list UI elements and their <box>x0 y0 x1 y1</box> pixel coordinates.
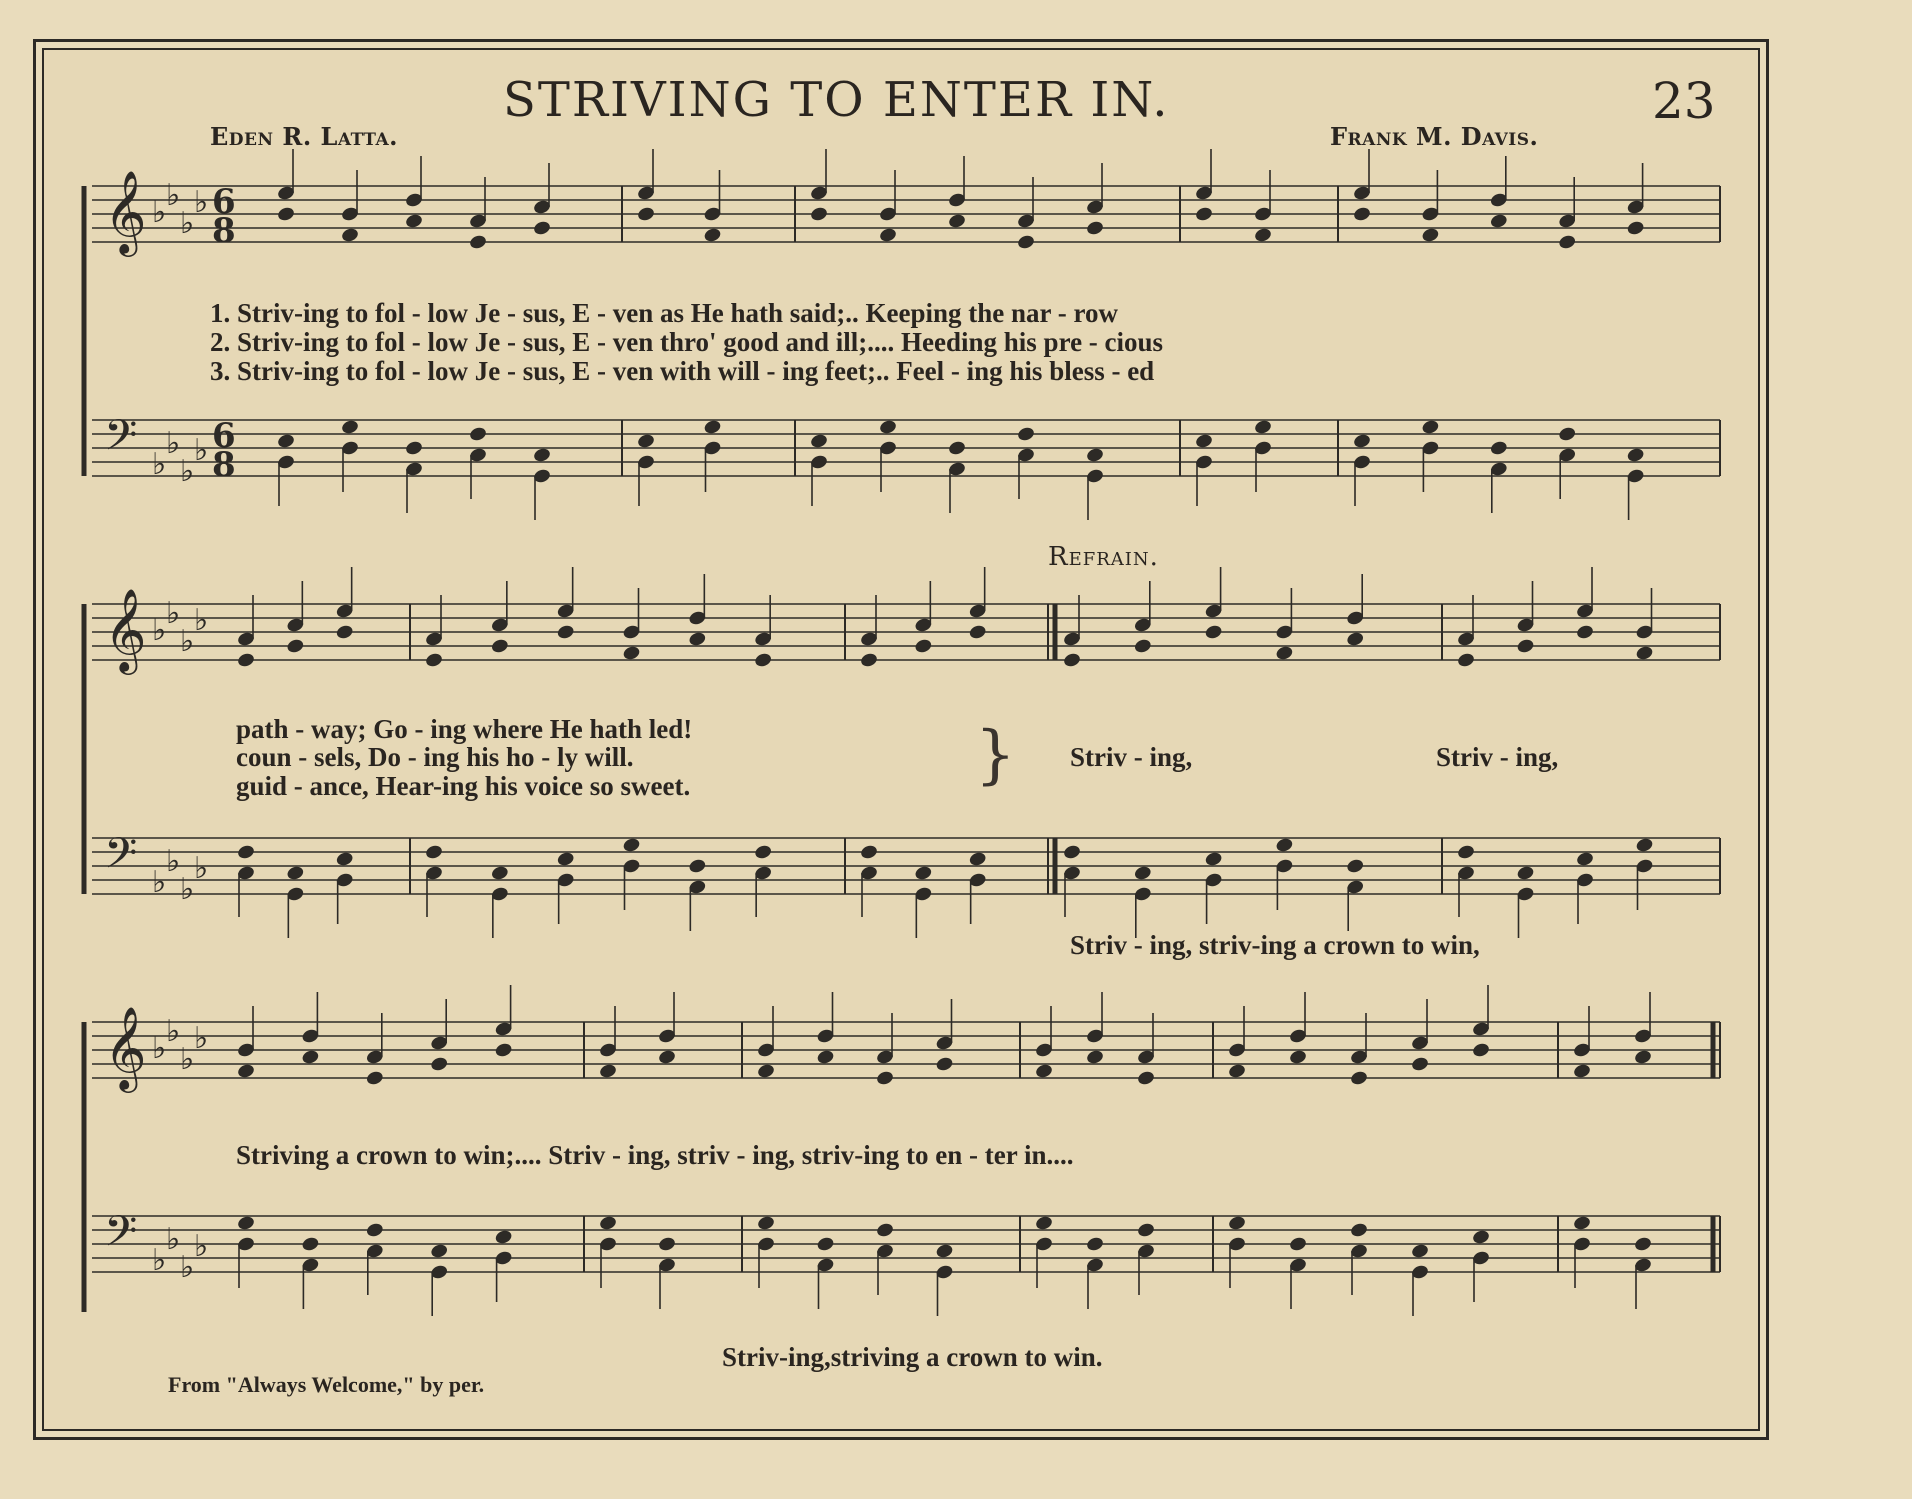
flat-sign: ♭ <box>166 596 181 631</box>
flat-sign: ♭ <box>152 195 167 230</box>
flat-sign: ♭ <box>152 865 167 900</box>
notehead <box>878 419 897 436</box>
notehead <box>1133 865 1152 882</box>
refrain-striving-2: Striv - ing, <box>1436 742 1559 772</box>
notehead <box>1085 220 1104 237</box>
time-signature-top: 6 <box>212 182 236 222</box>
source-note: From "Always Welcome," by per. <box>168 1372 485 1397</box>
notehead <box>1572 1063 1591 1080</box>
flat-sign: ♭ <box>194 185 209 220</box>
notehead <box>236 652 255 669</box>
notehead <box>968 624 987 641</box>
notehead <box>1253 227 1272 244</box>
notehead <box>1275 837 1294 854</box>
notehead <box>286 638 305 655</box>
song-title: STRIVING TO ENTER IN. <box>503 72 1170 128</box>
flat-sign: ♭ <box>152 1031 167 1066</box>
notehead <box>1346 858 1365 875</box>
verse-2-line-1: 2. Striv-ing to fol - low Je - sus, E - ven thro' good and ill;.... Heeding his pre - cious <box>210 327 1164 357</box>
lyricist-credit: Eden R. Latta. <box>210 122 398 151</box>
notehead <box>532 447 551 464</box>
notehead <box>424 652 443 669</box>
notehead <box>1456 652 1475 669</box>
flat-sign: ♭ <box>166 1222 181 1257</box>
notehead <box>875 1222 894 1239</box>
notehead <box>1352 206 1371 223</box>
notehead <box>468 234 487 251</box>
notehead <box>1085 1049 1104 1066</box>
verse-3-line-2: guid - ance, Hear-ing his voice so sweet. <box>236 771 691 801</box>
notehead <box>816 1049 835 1066</box>
notehead <box>703 227 722 244</box>
notehead <box>754 652 773 669</box>
flat-sign: ♭ <box>194 1229 209 1264</box>
refrain-lyric-line-3: Striving a crown to win;.... Striv - ing, striv - ing, striv-ing to en - ter in.... <box>236 1140 1074 1170</box>
notehead <box>598 1215 617 1232</box>
verse-1-line-2: path - way; Go - ing where He hath led! <box>236 714 693 744</box>
notehead <box>1227 1063 1246 1080</box>
flat-sign: ♭ <box>180 872 195 907</box>
notehead <box>598 1063 617 1080</box>
bass-clef: 𝄢 <box>104 829 138 889</box>
notehead <box>1410 1243 1429 1260</box>
notehead <box>688 631 707 648</box>
flat-sign: ♭ <box>152 447 167 482</box>
notehead <box>1456 844 1475 861</box>
notehead <box>809 206 828 223</box>
flat-sign: ♭ <box>194 851 209 886</box>
refrain-bass-lyric-2: Striv-ing,striving a crown to win. <box>722 1342 1103 1372</box>
notehead <box>1626 220 1645 237</box>
notehead <box>1489 213 1508 230</box>
notehead <box>914 638 933 655</box>
refrain-label: Refrain. <box>1048 542 1159 572</box>
notehead <box>430 1056 449 1073</box>
notehead <box>494 1042 513 1059</box>
time-signature-bottom: 8 <box>212 211 236 251</box>
flat-sign: ♭ <box>180 1250 195 1285</box>
notehead <box>703 419 722 436</box>
notehead <box>1489 440 1508 457</box>
notehead <box>1471 1229 1490 1246</box>
composer-credit: Frank M. Davis. <box>1330 122 1539 151</box>
notehead <box>1034 1063 1053 1080</box>
verse-2-line-2: coun - sels, Do - ing his ho - ly will. <box>236 742 634 772</box>
flat-sign: ♭ <box>166 426 181 461</box>
notehead <box>1558 426 1577 443</box>
notehead <box>1016 234 1035 251</box>
flat-sign: ♭ <box>194 433 209 468</box>
notehead <box>1421 419 1440 436</box>
notehead <box>636 433 655 450</box>
notehead <box>1136 1222 1155 1239</box>
verse-brace: } <box>975 718 1016 792</box>
notehead <box>754 844 773 861</box>
notehead <box>622 837 641 854</box>
notehead <box>1133 638 1152 655</box>
notehead <box>657 1049 676 1066</box>
notehead <box>1204 624 1223 641</box>
notehead <box>935 1056 954 1073</box>
notehead <box>1253 419 1272 436</box>
notehead <box>1136 1070 1155 1087</box>
notehead <box>1516 865 1535 882</box>
notehead <box>335 851 354 868</box>
notehead <box>1633 1049 1652 1066</box>
notehead <box>756 1063 775 1080</box>
refrain-bass-lyric-1: Striv - ing, striv-ing a crown to win, <box>1070 930 1480 960</box>
notehead <box>335 624 354 641</box>
notehead <box>468 426 487 443</box>
refrain-striving-1: Striv - ing, <box>1070 742 1193 772</box>
notehead <box>1633 1236 1652 1253</box>
notehead <box>1626 447 1645 464</box>
notehead <box>556 624 575 641</box>
notehead <box>1572 1215 1591 1232</box>
notehead <box>809 433 828 450</box>
notehead <box>1575 851 1594 868</box>
notehead <box>494 1229 513 1246</box>
notehead <box>1635 837 1654 854</box>
notehead <box>1346 631 1365 648</box>
bass-clef: 𝄢 <box>104 411 138 471</box>
flat-sign: ♭ <box>194 1021 209 1056</box>
flat-sign: ♭ <box>180 624 195 659</box>
treble-clef: 𝄞 <box>104 587 147 671</box>
treble-clef: 𝄞 <box>104 169 147 253</box>
notehead <box>1421 227 1440 244</box>
flat-sign: ♭ <box>194 603 209 638</box>
notehead <box>1227 1215 1246 1232</box>
notehead <box>947 440 966 457</box>
notehead <box>365 1222 384 1239</box>
treble-clef: 𝄞 <box>104 1005 147 1089</box>
notehead <box>236 844 255 861</box>
notehead <box>1288 1236 1307 1253</box>
notehead <box>859 652 878 669</box>
notehead <box>556 851 575 868</box>
notehead <box>424 844 443 861</box>
notehead <box>1352 433 1371 450</box>
notehead <box>1062 652 1081 669</box>
notehead <box>1575 624 1594 641</box>
notehead <box>947 213 966 230</box>
notehead <box>490 865 509 882</box>
notehead <box>1085 1236 1104 1253</box>
notehead <box>1349 1222 1368 1239</box>
notehead <box>688 858 707 875</box>
notehead <box>276 206 295 223</box>
time-signature-top: 6 <box>212 416 236 456</box>
notehead <box>1204 851 1223 868</box>
notehead <box>301 1049 320 1066</box>
notehead <box>859 844 878 861</box>
notehead <box>935 1243 954 1260</box>
page-number: 23 <box>1652 72 1716 130</box>
notehead <box>365 1070 384 1087</box>
notehead <box>1558 234 1577 251</box>
flat-sign: ♭ <box>152 613 167 648</box>
notehead <box>1516 638 1535 655</box>
notehead <box>636 206 655 223</box>
verse-3-line-1: 3. Striv-ing to fol - low Je - sus, E - ven with will - ing feet;.. Feel - ing his bless - ed <box>210 356 1155 386</box>
notehead <box>1062 844 1081 861</box>
notehead <box>1085 447 1104 464</box>
notehead <box>622 645 641 662</box>
notehead <box>1194 206 1213 223</box>
notehead <box>532 220 551 237</box>
notehead <box>875 1070 894 1087</box>
bass-clef: 𝄢 <box>104 1207 138 1267</box>
notehead <box>968 851 987 868</box>
flat-sign: ♭ <box>180 206 195 241</box>
flat-sign: ♭ <box>166 844 181 879</box>
notehead <box>1471 1042 1490 1059</box>
notehead <box>236 1063 255 1080</box>
flat-sign: ♭ <box>152 1243 167 1278</box>
notehead <box>816 1236 835 1253</box>
flat-sign: ♭ <box>180 454 195 489</box>
notehead <box>878 227 897 244</box>
notehead <box>301 1236 320 1253</box>
notehead <box>1349 1070 1368 1087</box>
notehead <box>1275 645 1294 662</box>
notehead <box>1635 645 1654 662</box>
notehead <box>430 1243 449 1260</box>
notehead <box>1016 426 1035 443</box>
flat-sign: ♭ <box>166 1014 181 1049</box>
notehead <box>340 419 359 436</box>
notehead <box>404 213 423 230</box>
notehead <box>914 865 933 882</box>
notehead <box>756 1215 775 1232</box>
flat-sign: ♭ <box>180 1042 195 1077</box>
notehead <box>657 1236 676 1253</box>
notehead <box>490 638 509 655</box>
notehead <box>404 440 423 457</box>
notehead <box>1194 433 1213 450</box>
flat-sign: ♭ <box>166 178 181 213</box>
verse-1-line-1: 1. Striv-ing to fol - low Je - sus, E - ven as He hath said;.. Keeping the nar - row <box>210 298 1119 328</box>
notehead <box>286 865 305 882</box>
notehead <box>276 433 295 450</box>
notehead <box>1288 1049 1307 1066</box>
notehead <box>236 1215 255 1232</box>
notehead <box>340 227 359 244</box>
notehead <box>1410 1056 1429 1073</box>
time-signature-bottom: 8 <box>212 445 236 485</box>
notehead <box>1034 1215 1053 1232</box>
